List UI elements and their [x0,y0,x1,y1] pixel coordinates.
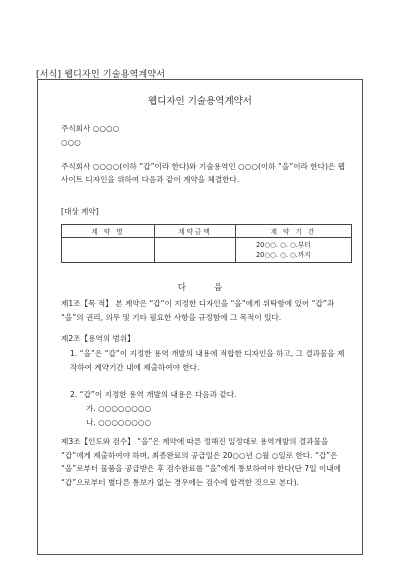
article-1 [61,297,353,324]
party-a: 주식회사 ○○○○ [61,124,120,133]
eum-char: 음 [214,283,223,293]
form-label: [서식] 웹디자인 기술용역계약서 [36,70,166,80]
table-header-row [62,225,352,238]
table-row [62,238,352,263]
contract-document [37,79,363,555]
article-3-text: “을”은 계약에 따른 정해진 일정대로 용역개발의 결과물을 “갑”에게 제출하여야 하며, 최종완료의 공급일은 20○○년 ○월 ○일로 한다. “갑”은 “을”로부터 물품을 공급받은 후 검수완료를 “을”에게 통보하여야 한다(단 7일 이내에 “갑”으로부터 별다른 통보가 없는 경우에는 검수에 합격한 것으로 본다). [61,437,341,487]
document-title: 웹디자인 기술용역계약서 [148,96,252,107]
intro-paragraph: 주식회사 ○○○○(이하 “갑”이라 한다)와 기술용역인 ○○○(이하 “을”이라 한다)은 웹사이트 디자인을 위하여 다음과 같이 계약을 체결한다. [61,162,346,184]
article-1-heading: 제1조【목 적】 [61,299,113,308]
header-contract-period: 계 약 기 간 [235,225,351,238]
article-2-sub-b: 나. ○○○○○○○○ [86,418,152,427]
da-char: 다 [177,283,186,293]
period-from: 20○○. ○. ○.부터 [255,241,311,249]
cell-contract-amount [154,238,235,263]
article-3 [61,435,353,489]
article-2-heading: 제2조【용역의 범위】 [61,334,135,343]
section-heading: [대상 계약] [61,207,99,216]
article-2-item-1: 1. “을”은 “갑”이 지정한 용역 개발의 내용에 적합한 디자인을 하고, 그 결과물을 제작하여 계약기간 내에 제출하여야 한다. [70,349,345,372]
article-1-text: 본 계약은 “갑”이 지정한 디자인을 “을”에게 위탁함에 있어 “갑”과 “을”의 권리, 의무 및 기타 필요한 사항을 규정함에 그 목적이 있다. [61,299,335,322]
da-eum-heading [38,281,362,293]
article-2-item-2: 2. “갑”이 지정한 용역 개발의 내용은 다음과 같다. [70,390,237,399]
article-2-sub-a: 가. ○○○○○○○○ [86,404,152,413]
cell-contract-period [235,238,351,263]
header-contract-name: 계 약 명 [62,225,155,238]
cell-contract-name [62,238,155,263]
party-b: ○○○ [61,138,81,147]
article-3-heading: 제3조【인도와 검수】 [61,437,135,446]
header-contract-amount: 계약금액 [154,225,235,238]
period-to: 20○○. ○. ○.까지 [255,251,311,259]
contract-table [61,224,352,263]
